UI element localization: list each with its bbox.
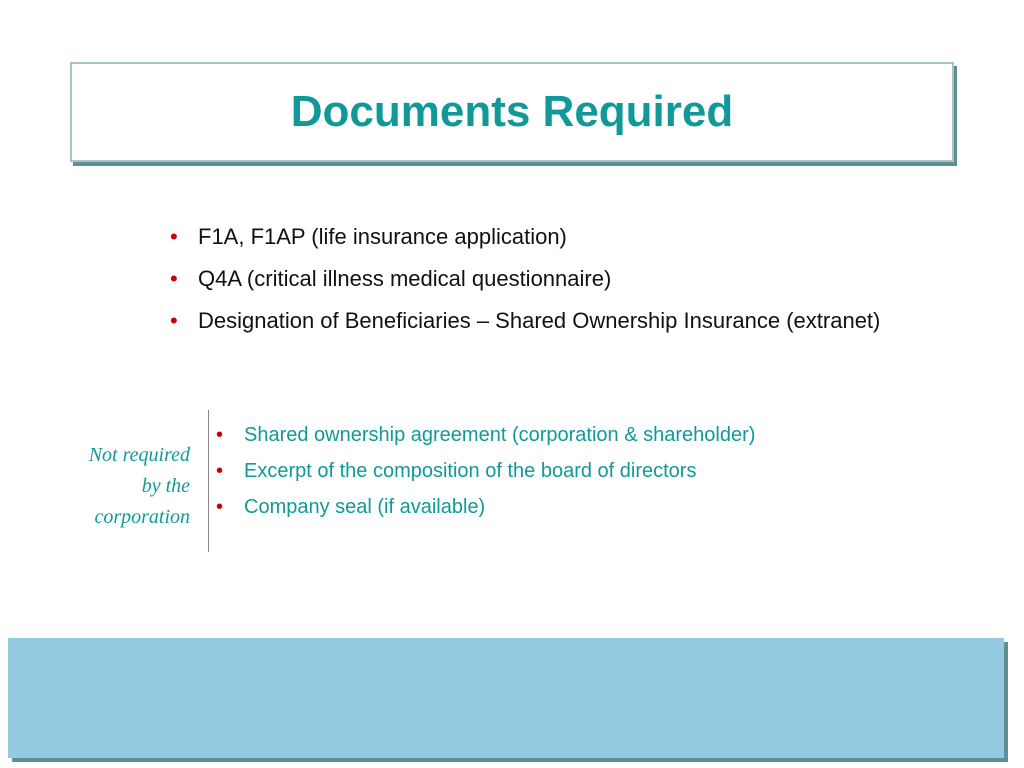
title-box [70,62,954,162]
side-note-line: corporation [94,506,190,528]
list-item: • Q4A (critical illness medical questionnaire) [168,264,968,294]
list-item: • F1A, F1AP (life insurance application) [168,222,968,252]
corporation-documents-list [216,420,976,528]
vertical-divider [208,410,209,552]
side-note [40,440,190,533]
side-note-line: by the [141,475,190,497]
slide-title: Documents Required [290,87,734,136]
footer-band [8,638,1004,758]
list-item: • Excerpt of the composition of the board of directors [216,456,976,487]
list-item: • Shared ownership agreement (corporation & shareholder) [216,420,976,451]
list-item: • Company seal (if available) [216,492,976,523]
required-documents-list [168,222,968,348]
side-note-line: Not required [88,444,190,466]
list-item: • Designation of Beneficiaries – Shared Ownership Insurance (extranet) [168,306,968,336]
